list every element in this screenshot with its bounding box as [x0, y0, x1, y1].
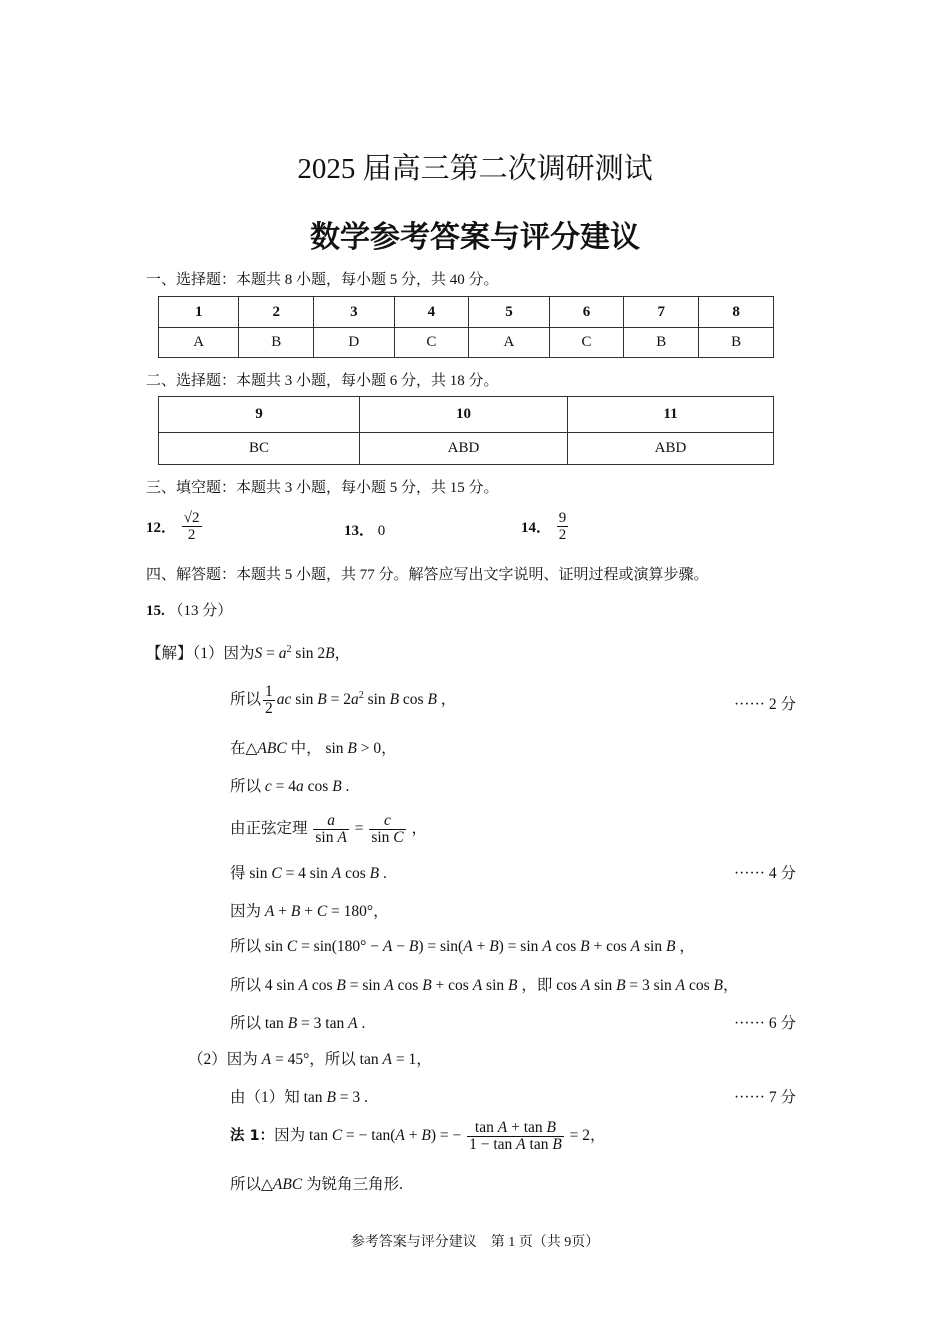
solution-line-13: 法 1：因为 tan C = − tan(A + B) = − $\frac{\text{tan A + tan B}}{\text{1 − tan A tan B}}$ = 2，	[230, 1119, 606, 1153]
question-label: 12．	[146, 520, 177, 536]
answer-table-1	[158, 296, 774, 358]
score-mark: ······ 6 分	[734, 1015, 796, 1032]
section4-heading: 四、解答题：本题共 5 小题，共 77 分。解答应写出文字说明、证明过程或演算步骤。	[146, 567, 709, 583]
solution-line-11: （2）因为 A = 45°，所以 tan A = 1，	[188, 1051, 432, 1068]
answer-table-2	[158, 396, 774, 465]
solution-line-5: 由正弦定理 $\frac{a}{\text{sin A}}$ = $\frac{c}{\text{sin C}}$ ，	[230, 812, 428, 846]
table-cell: 10	[360, 397, 568, 433]
table-cell: B	[239, 328, 314, 358]
table-cell: ABD	[360, 433, 568, 465]
table-cell: 3	[314, 297, 394, 328]
question-label: 15.	[146, 603, 165, 619]
table-cell: ABD	[568, 433, 774, 465]
page-subtitle: 数学参考答案与评分建议	[310, 220, 640, 255]
table-cell: C	[394, 328, 469, 358]
answer-14	[521, 510, 570, 543]
table-cell: D	[314, 328, 394, 358]
answer-12	[146, 510, 204, 543]
solution-line-12: 由（1）知 tan B = 3 .	[230, 1089, 368, 1106]
table-cell: 1	[159, 297, 239, 328]
method-label: 法 1：	[230, 1128, 275, 1145]
solution-line-10: 所以 tan B = 3 tan A .	[230, 1015, 366, 1032]
table-cell: C	[549, 328, 624, 358]
question-15-header	[146, 599, 232, 620]
score-mark: ······ 2 分	[734, 696, 796, 713]
solution-line-9: 所以 4 sin A cos B = sin A cos B + cos A sin B ，即 cos A sin B = 3 sin A cos B，	[230, 977, 739, 994]
answer-13	[344, 519, 385, 540]
table-cell: 5	[469, 297, 549, 328]
table-cell: A	[469, 328, 549, 358]
fraction-numerator: √2	[183, 510, 200, 526]
score-mark: ······ 4 分	[734, 865, 796, 882]
table-cell: 7	[624, 297, 699, 328]
section2-heading: 二、选择题：本题共 3 小题，每小题 6 分，共 18 分。	[146, 373, 499, 389]
fraction-numerator: 9	[558, 510, 567, 526]
table-cell: A	[159, 328, 239, 358]
fraction-denominator: 2	[558, 527, 567, 543]
section3-heading: 三、填空题：本题共 3 小题，每小题 5 分，共 15 分。	[146, 480, 499, 496]
solution-line-7: 因为 A + B + C = 180°，	[230, 903, 389, 920]
question-points: （13 分）	[168, 603, 233, 619]
page-title: 2025 届高三第二次调研测试	[297, 153, 653, 185]
page-footer: 参考答案与评分建议 第 1 页（共 9页）	[350, 1235, 600, 1250]
solution-line-2: 所以 $\frac{1}{2}$ ac $\sin B = 2a^2$ sin B cos B ，	[230, 683, 457, 717]
section1-heading: 一、选择题：本题共 8 小题，每小题 5 分，共 40 分。	[146, 272, 499, 288]
answer-value: 0	[377, 523, 386, 539]
solution-line-1: 【解】（1）因为$S = a^2$ sin 2B，	[146, 643, 351, 662]
table-cell: 8	[699, 297, 774, 328]
table-cell: B	[699, 328, 774, 358]
solution-line-3: 在△ABC 中， sin B > 0，	[230, 740, 397, 757]
table-cell: B	[624, 328, 699, 358]
table-cell: 6	[549, 297, 624, 328]
solution-line-4: 所以 c = 4a cos B .	[230, 778, 350, 795]
table-cell: 2	[239, 297, 314, 328]
solution-tag: 【解】	[146, 645, 193, 662]
question-label: 14．	[521, 520, 552, 536]
table-cell: 11	[568, 397, 774, 433]
solution-line-8: 所以 sin C = sin(180° − A − B) = sin(A + B) = sin A cos B + cos A sin B ，	[230, 938, 695, 955]
solution-line-14: 所以△ABC 为锐角三角形.	[230, 1176, 403, 1193]
fraction-denominator: 2	[187, 527, 196, 543]
table-cell: BC	[159, 433, 360, 465]
solution-line-6: 得 sin C = 4 sin A cos B .	[230, 865, 387, 882]
part-label: （1）因为	[192, 645, 255, 662]
table-cell: 9	[159, 397, 360, 433]
table-cell: 4	[394, 297, 469, 328]
score-mark: ······ 7 分	[734, 1089, 796, 1106]
part-label: （2）因为	[188, 1051, 258, 1068]
question-label: 13．	[344, 523, 375, 539]
